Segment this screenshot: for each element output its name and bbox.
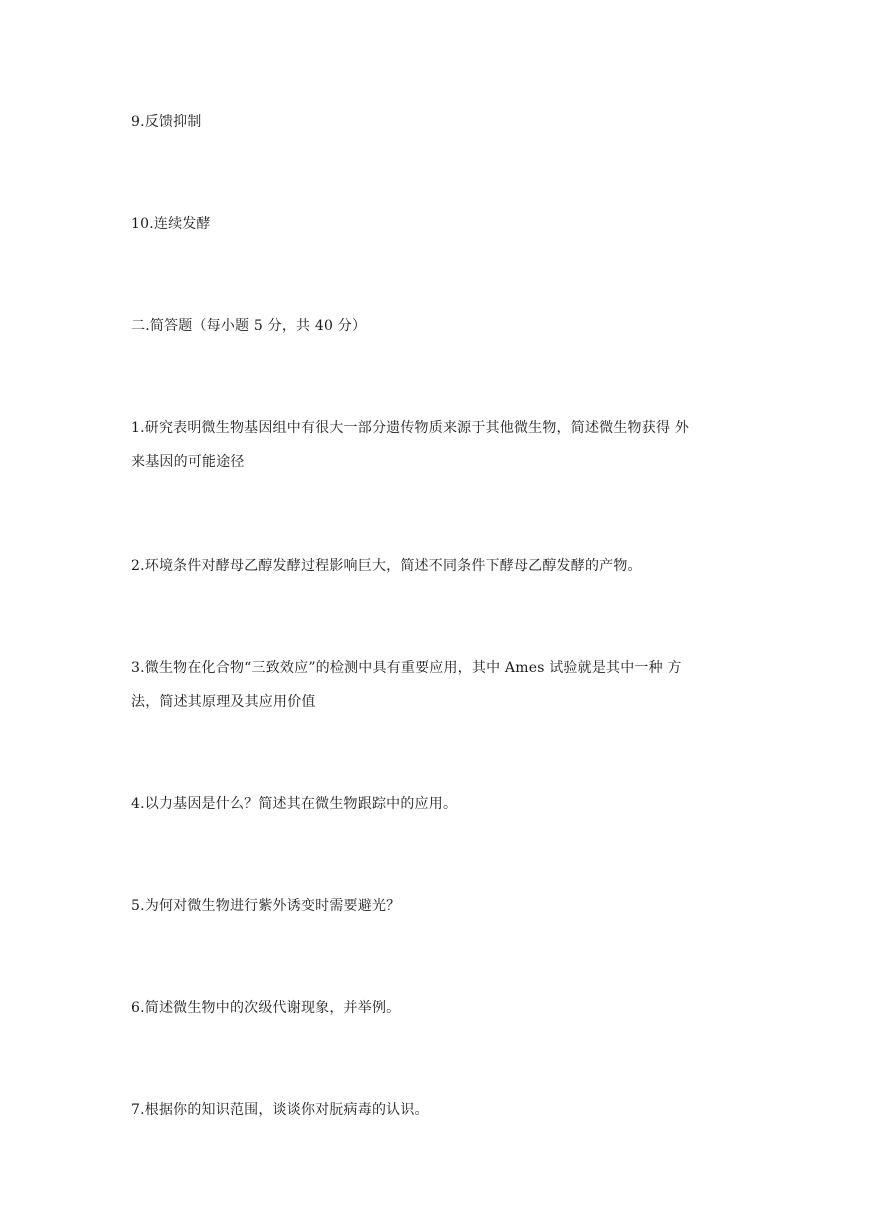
question-3-line-2: 法，简述其原理及其应用价值 xyxy=(131,694,316,710)
question-6: 6.简述微生物中的次级代谢现象，并举例。 xyxy=(131,1000,401,1016)
question-4: 4.以力基因是什么？简述其在微生物跟踪中的应用。 xyxy=(131,796,458,812)
term-item-9: 9.反馈抑制 xyxy=(131,114,202,130)
question-2: 2.环境条件对酵母乙醇发酵过程影响巨大，简述不同条件下酵母乙醇发酵的产物。 xyxy=(131,558,642,574)
question-3-line-1-end: 方 xyxy=(667,660,682,676)
question-3-line-1 xyxy=(131,658,735,678)
question-1-line-1-end: 外 xyxy=(674,420,690,436)
question-1 xyxy=(131,418,746,472)
term-item-10: 10.连续发酵 xyxy=(131,216,211,232)
section-heading: 二.简答题（每小题 5 分，共 40 分） xyxy=(131,318,367,334)
question-1-line-1-text: 1.研究表明微生物基因组中有很大一部分遗传物质来源于其他微生物，简述微生物获得 xyxy=(131,420,671,436)
question-3 xyxy=(131,658,746,712)
question-1-line-1 xyxy=(131,418,735,438)
question-1-line-2: 来基因的可能途径 xyxy=(131,454,245,470)
question-7: 7.根据你的知识范围，谈谈你对朊病毒的认识。 xyxy=(131,1102,429,1118)
question-3-line-1-text: 3.微生物在化合物“三致效应”的检测中具有重要应用，其中 Ames 试验就是其中一种 xyxy=(131,660,663,676)
question-5: 5.为何对微生物进行紫外诱变时需要避光？ xyxy=(131,898,401,914)
